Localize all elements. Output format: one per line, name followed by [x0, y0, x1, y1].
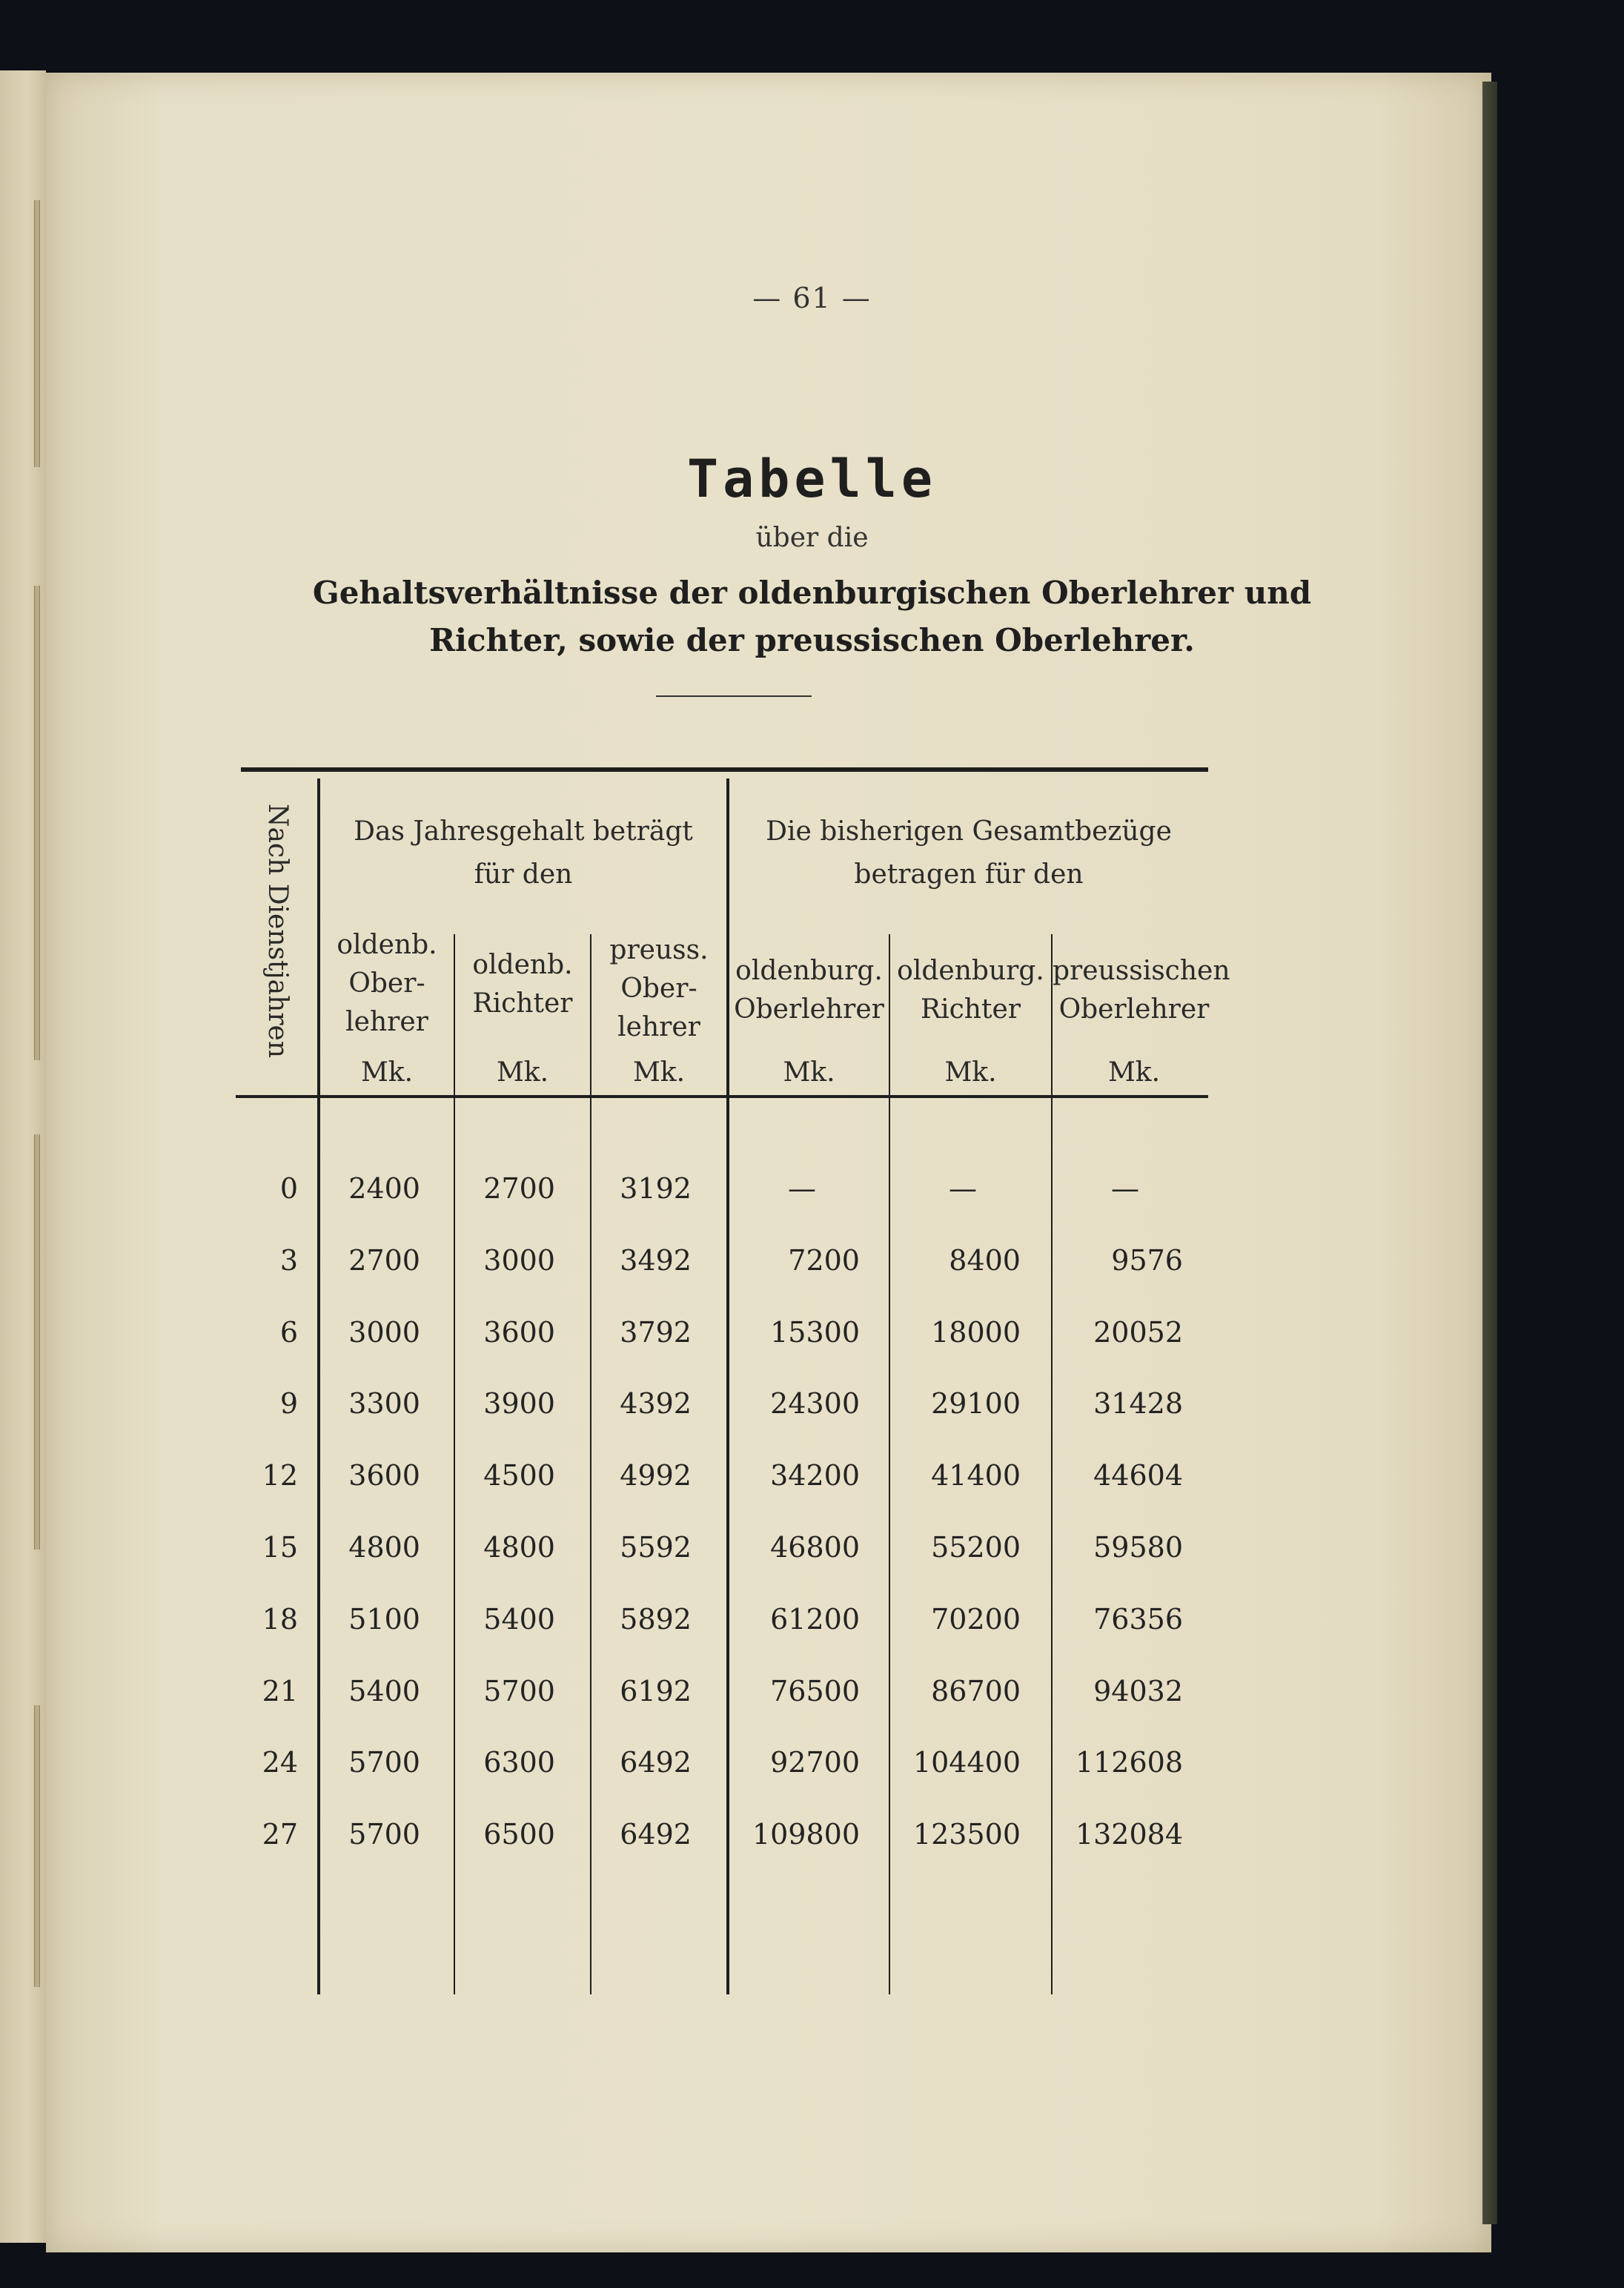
table-cell: —	[1111, 1172, 1139, 1205]
table-cell: —	[788, 1172, 816, 1205]
table-heading	[0, 569, 1624, 664]
group-header-totals	[729, 810, 1208, 896]
column-header-line: oldenb.	[337, 930, 437, 960]
table-cell: 5892	[620, 1602, 692, 1636]
table-cell: 3192	[620, 1172, 692, 1205]
table-row	[0, 1597, 1624, 1641]
service-years-cell: 15	[262, 1531, 298, 1564]
table-cell: 76356	[1093, 1602, 1183, 1636]
table-cell: 3600	[348, 1459, 420, 1492]
group-header-salary-line-1: Das Jahresgehalt beträgt	[354, 816, 693, 847]
table-cell: 6192	[620, 1674, 692, 1707]
table-cell: 2700	[483, 1172, 555, 1205]
column-header-line: Richter	[472, 988, 573, 1019]
table-cell: 92700	[770, 1746, 860, 1779]
table-cell: 94032	[1093, 1674, 1183, 1707]
table-cell: 5700	[483, 1674, 555, 1707]
row-header	[245, 803, 311, 1058]
table-row	[0, 1525, 1624, 1570]
table-cell: 20052	[1093, 1315, 1183, 1349]
table-cell: 86700	[931, 1674, 1021, 1707]
unit-label: Mk.	[632, 1057, 686, 1088]
column-header-line: oldenburg.	[735, 956, 883, 986]
table-cell: 6500	[483, 1818, 555, 1851]
service-years-cell: 9	[279, 1387, 298, 1421]
column-header	[591, 931, 726, 1047]
table-cell: 55200	[931, 1531, 1021, 1564]
table-cell: 6492	[620, 1818, 692, 1851]
page-subtitle: über die	[755, 523, 869, 553]
table-cell: 24300	[770, 1387, 860, 1421]
table-row	[0, 1669, 1624, 1713]
service-years-cell: 6	[279, 1315, 298, 1349]
table-cell: 3300	[348, 1387, 420, 1421]
group-header-salary-line-2: für den	[474, 859, 573, 890]
column-header-line: Oberlehrer	[734, 994, 884, 1025]
table-cell: 5592	[620, 1531, 692, 1564]
table-cell: 5700	[348, 1746, 420, 1779]
table-cell: 8400	[949, 1243, 1021, 1277]
table-cell: 5100	[348, 1602, 420, 1636]
unit-label: Mk.	[360, 1057, 414, 1088]
unit-label: Mk.	[783, 1057, 835, 1088]
table-cell: 5700	[348, 1818, 420, 1851]
column-header-line: oldenb.	[472, 950, 573, 980]
column-header-line: Ober-	[620, 973, 697, 1004]
table-cell: 3900	[483, 1387, 555, 1421]
table-cell: 31428	[1093, 1387, 1183, 1421]
column-header-line: Ober-	[348, 968, 425, 999]
column-header-line: preuss.	[609, 935, 709, 965]
table-cell: 29100	[931, 1387, 1021, 1421]
table-cell: 2700	[348, 1243, 420, 1277]
column-header	[890, 952, 1051, 1029]
table-cell: 5400	[348, 1674, 420, 1707]
unit-label: Mk.	[496, 1057, 549, 1088]
page-number: — 61 —	[752, 282, 872, 314]
service-years-cell: 18	[262, 1602, 298, 1636]
column-header	[729, 952, 889, 1029]
unit-label: Mk.	[1107, 1057, 1161, 1088]
service-years-cell: 21	[262, 1674, 298, 1707]
group-header-totals-line-1: Die bisherigen Gesamtbezüge	[766, 816, 1172, 847]
table-row	[0, 1166, 1624, 1211]
table-cell: 34200	[770, 1459, 860, 1492]
table-cell: 6492	[620, 1746, 692, 1779]
table-cell: 2400	[348, 1172, 420, 1205]
column-header-line: oldenburg.	[897, 956, 1044, 986]
row-header-label: Nach Dienstjahren	[262, 803, 294, 1058]
table-cell: 76500	[770, 1674, 860, 1707]
table-row	[0, 1238, 1624, 1283]
column-header-line: preussischen	[1053, 956, 1230, 986]
table-cell: 4800	[483, 1531, 555, 1564]
table-cell: 4392	[620, 1387, 692, 1421]
service-years-cell: 12	[262, 1459, 298, 1492]
table-cell: 4500	[483, 1459, 555, 1492]
column-header-line: lehrer	[345, 1007, 428, 1037]
table-cell: 41400	[931, 1459, 1021, 1492]
table-cell: 70200	[931, 1602, 1021, 1636]
group-header-salary	[320, 810, 726, 896]
table-cell: 3492	[620, 1243, 692, 1277]
table-cell: 104400	[912, 1746, 1021, 1779]
binding-stitch	[34, 200, 40, 467]
table-cell: 18000	[931, 1315, 1021, 1349]
column-header	[455, 946, 590, 1023]
table-row	[0, 1812, 1624, 1856]
table-cell: 3000	[483, 1243, 555, 1277]
table-cell: 132084	[1075, 1818, 1183, 1851]
title-divider	[656, 695, 812, 697]
table-top-rule	[241, 767, 1208, 772]
table-cell: 9576	[1111, 1243, 1183, 1277]
service-years-cell: 27	[262, 1818, 298, 1851]
book-spine-edge	[1482, 82, 1497, 2224]
table-cell: 59580	[1093, 1531, 1183, 1564]
service-years-cell: 24	[262, 1746, 298, 1779]
table-cell: 46800	[770, 1531, 860, 1564]
table-cell: 15300	[770, 1315, 860, 1349]
table-cell: 4800	[348, 1531, 420, 1564]
table-cell: 4992	[620, 1459, 692, 1492]
table-cell: 5400	[483, 1602, 555, 1636]
unit-label: Mk.	[944, 1057, 997, 1088]
table-cell: 109800	[752, 1818, 860, 1851]
column-header-line: Oberlehrer	[1058, 994, 1210, 1025]
table-cell: 61200	[770, 1602, 860, 1636]
table-cell: 112608	[1075, 1746, 1183, 1779]
table-cell: —	[949, 1172, 977, 1205]
table-cell: 3000	[348, 1315, 420, 1349]
book-page	[46, 73, 1491, 2252]
column-header-line: lehrer	[617, 1012, 700, 1042]
table-header-rule	[236, 1095, 1208, 1098]
group-header-totals-line-2: betragen für den	[854, 859, 1084, 890]
column-header	[1053, 952, 1230, 1029]
table-row	[0, 1740, 1624, 1785]
table-row	[0, 1381, 1624, 1426]
table-heading-line-2: Richter, sowie der preussischen Oberlehrer.	[429, 622, 1195, 658]
table-cell: 123500	[912, 1818, 1021, 1851]
table-cell: 3792	[620, 1315, 692, 1349]
page-title: Tabelle	[686, 449, 937, 509]
column-header-line: Richter	[921, 994, 1021, 1025]
table-cell: 3600	[483, 1315, 555, 1349]
service-years-cell: 3	[279, 1243, 298, 1277]
table-cell: 6300	[483, 1746, 555, 1779]
table-row	[0, 1310, 1624, 1355]
table-heading-line-1: Gehaltsverhältnisse der oldenburgischen Oberlehrer und	[312, 575, 1312, 611]
table-cell: 44604	[1093, 1459, 1183, 1492]
table-row	[0, 1453, 1624, 1498]
column-header	[320, 926, 454, 1042]
table-cell: 7200	[788, 1243, 860, 1277]
service-years-cell: 0	[279, 1172, 298, 1205]
